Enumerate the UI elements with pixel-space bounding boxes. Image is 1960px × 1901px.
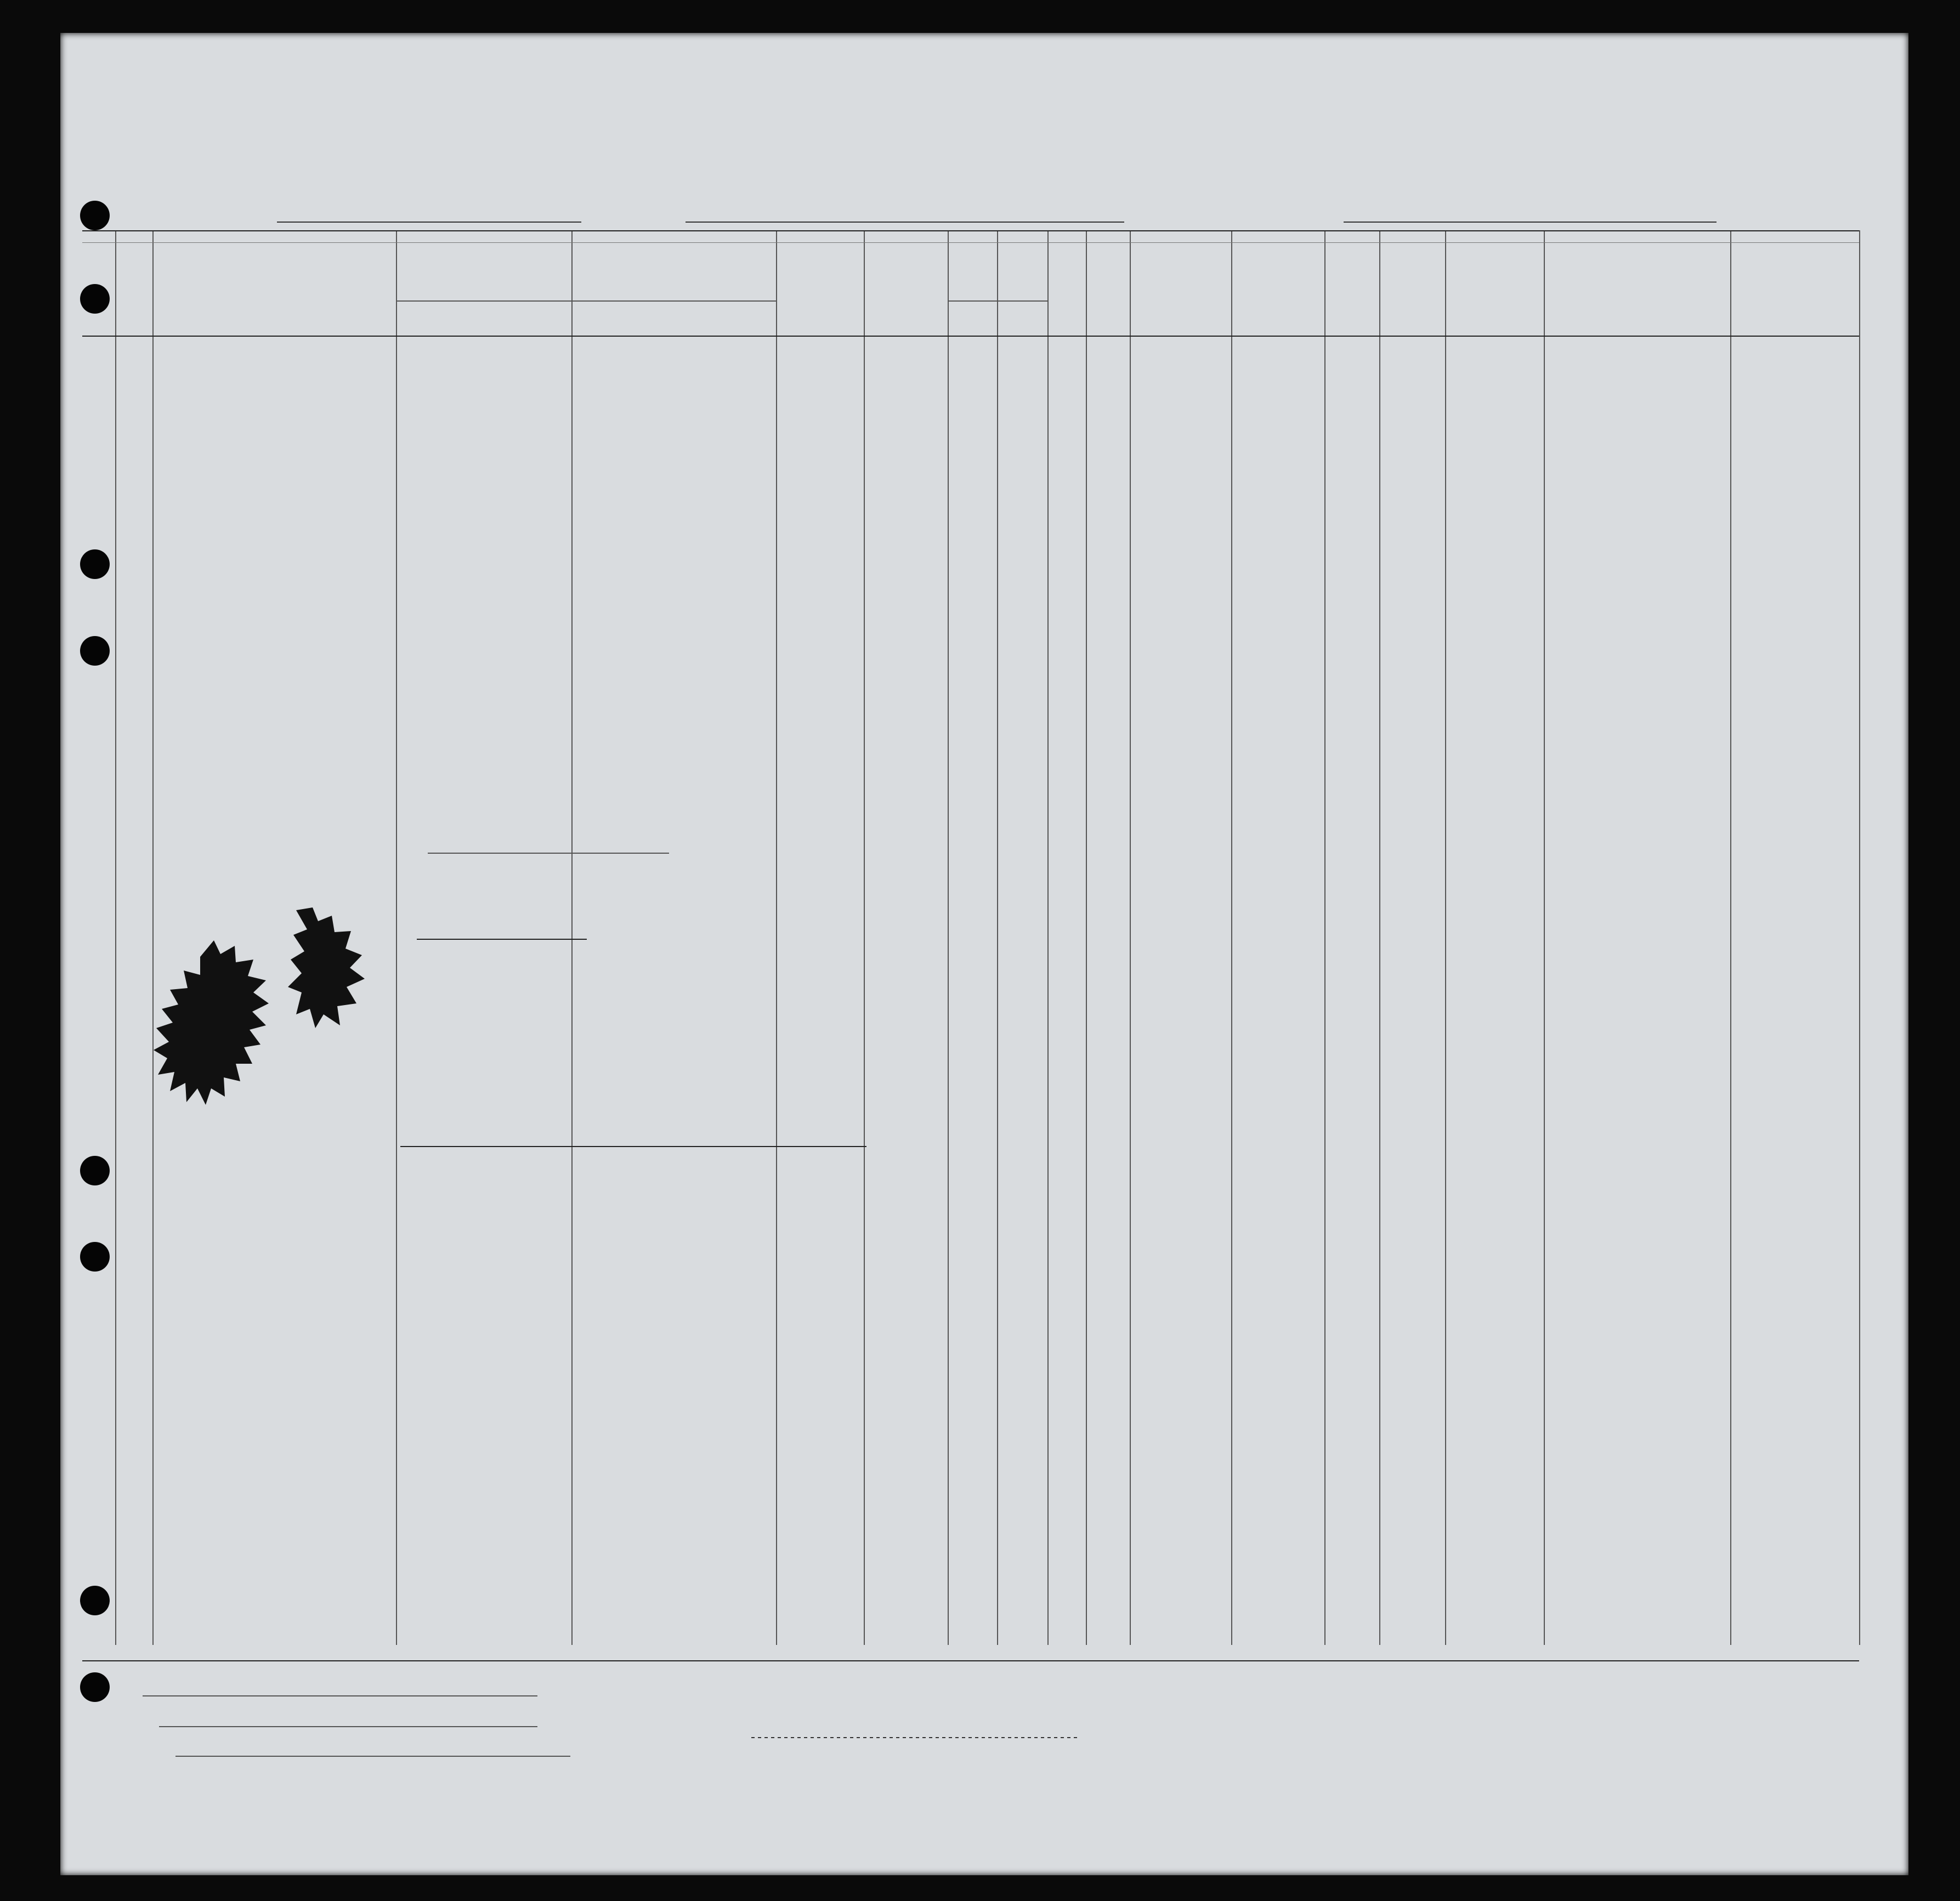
column-rule (571, 230, 573, 1645)
column-rule (396, 230, 397, 1645)
table-top-rule (82, 230, 1859, 231)
punch-hole (80, 636, 110, 666)
column-rule (1086, 230, 1087, 1645)
column-rule (997, 230, 998, 1645)
column-rule (1130, 230, 1131, 1645)
column-rule (864, 230, 865, 1645)
punch-hole (80, 549, 110, 579)
punch-hole (80, 1586, 110, 1615)
column-rule (115, 230, 116, 1645)
name-subheader-rule (396, 300, 776, 302)
column-rule (1859, 230, 1860, 1645)
shipped-subheader-rule (948, 300, 1047, 302)
column-rule (1047, 230, 1049, 1645)
column-rule (1379, 230, 1380, 1645)
column-number-rule (82, 242, 1859, 243)
column-rule (1231, 230, 1232, 1645)
punch-hole (80, 201, 110, 230)
column-rule (1730, 230, 1731, 1645)
column-rule (1544, 230, 1545, 1645)
column-rule (776, 230, 777, 1645)
punch-hole (80, 1242, 110, 1272)
column-rule (1445, 230, 1446, 1645)
consular-seal-icon (154, 938, 274, 1119)
punch-hole (80, 1672, 110, 1702)
column-rule (948, 230, 949, 1645)
column-rule (1324, 230, 1325, 1645)
punch-hole (80, 284, 110, 314)
seal-impression-icon (285, 905, 367, 1031)
punch-hole (80, 1156, 110, 1185)
header-rule (82, 336, 1859, 337)
